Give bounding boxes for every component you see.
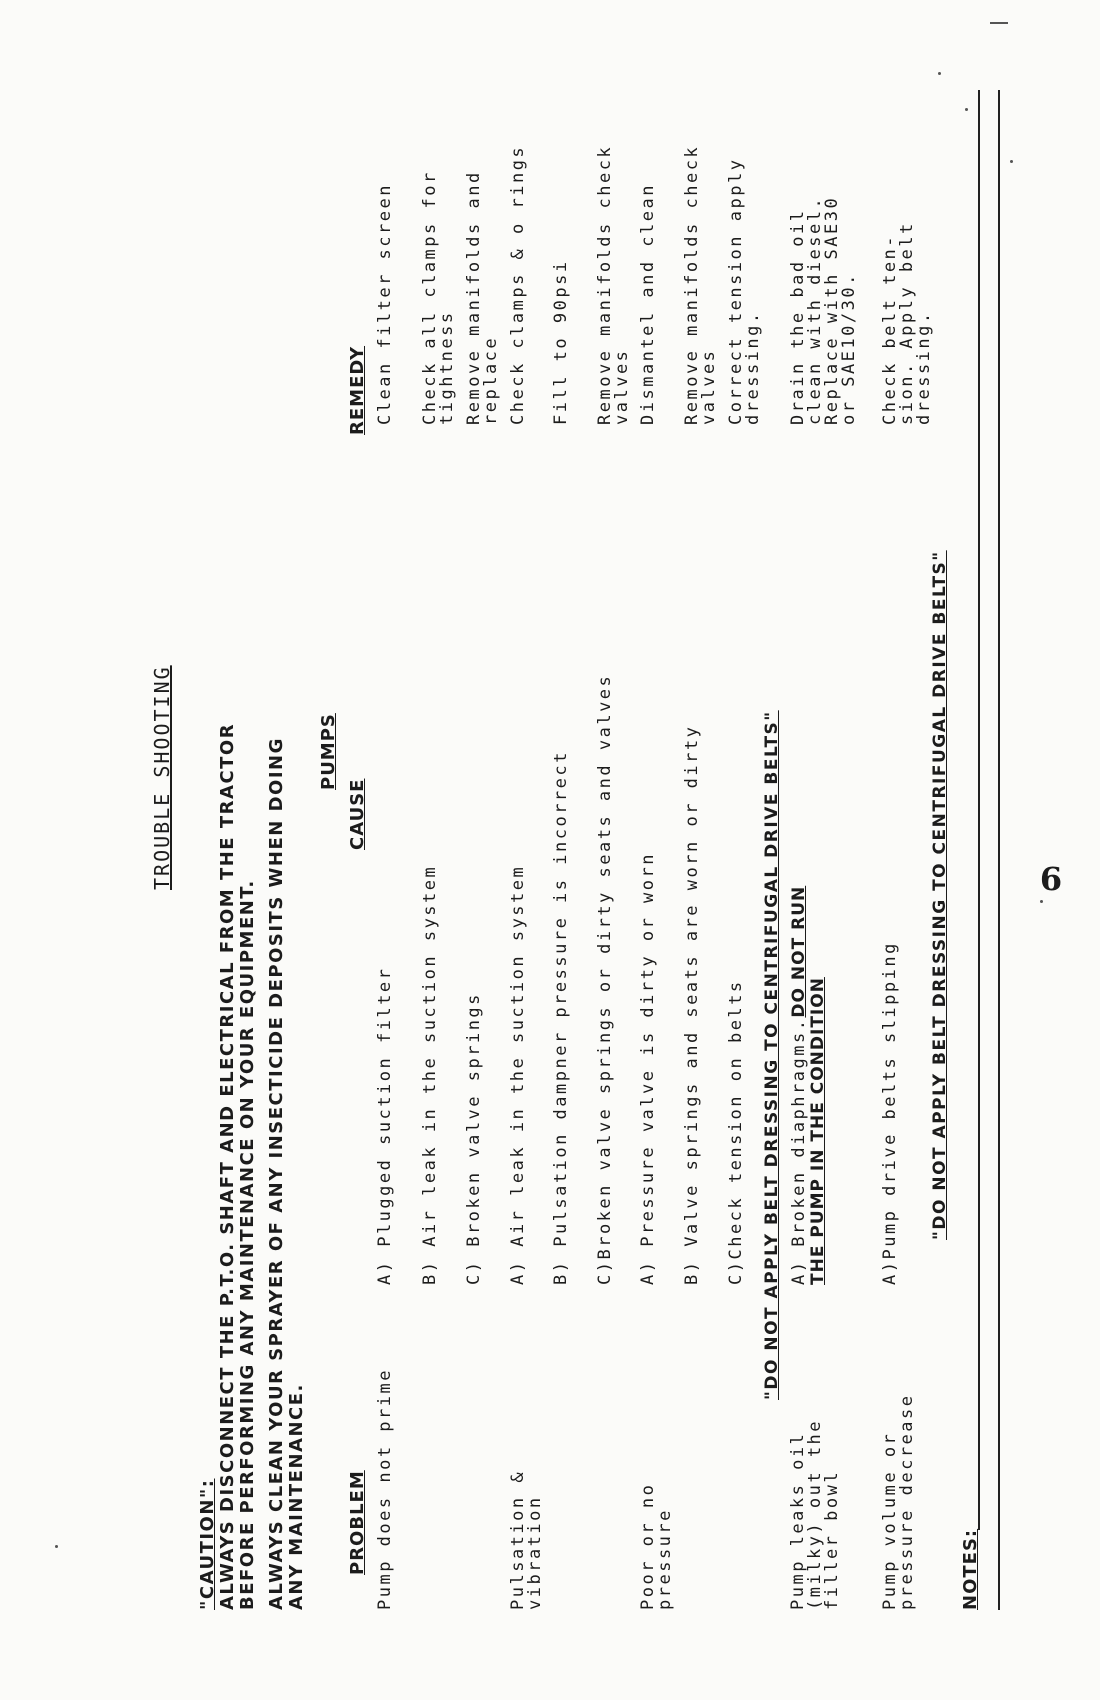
scan-speck <box>1010 160 1013 163</box>
page-title: TROUBLE SHOOTING <box>150 665 174 890</box>
remedy-cell: Check belt ten-sion. Apply belt dressing. <box>880 221 934 425</box>
notes-line <box>998 90 1000 1610</box>
problem-cell: Pump volume or pressure decrease <box>880 1393 917 1610</box>
remedy-cell: Remove manifolds check valves <box>682 144 719 425</box>
column-header-cause: CAUSE <box>347 778 368 850</box>
cause-warning: THE PUMP IN THE CONDITION <box>808 977 828 1285</box>
caution-label: "CAUTION": <box>197 1478 218 1610</box>
column-header-problem: PROBLEM <box>347 1470 368 1575</box>
cause-cell: A)Pump drive belts slipping <box>880 941 900 1285</box>
remedy-cell: Correct tension apply dressing. <box>726 157 763 425</box>
notes-label: NOTES: <box>960 1528 981 1610</box>
belt-dressing-warning: "DO NOT APPLY BELT DRESSING TO CENTRIFUGAL DRIVE BELTS" <box>930 550 950 1240</box>
page-number: 6 <box>1039 859 1063 898</box>
cause-cell: A) Air leak in the suction system <box>508 864 528 1285</box>
caution-line: ANY MAINTENANCE. <box>286 1383 307 1610</box>
problem-cell: Pulsation & vibration <box>508 1469 545 1610</box>
caution-line: ALWAYS CLEAN YOUR SPRAYER OF ANY INSECTICIDE DEPOSITS WHEN DOING <box>266 737 287 1610</box>
cause-cell: A) Pressure valve is dirty or worn <box>638 852 658 1285</box>
rotated-document <box>100 70 1063 1630</box>
remedy-cell: Clean filter screen <box>375 183 395 425</box>
remedy-cell: Remove manifolds and replace <box>464 170 501 425</box>
cause-cell: C)Broken valve springs or dirty seats and valves <box>595 673 615 1285</box>
section-heading: PUMPS <box>318 713 339 790</box>
problem-cell: Poor or no pressure <box>638 1482 675 1610</box>
cause-cell: C) Broken valve springs <box>464 992 484 1285</box>
problem-cell: Pump leaks oil (milky) out the filler bowl <box>788 1418 842 1610</box>
cause-cell: C)Check tension on belts <box>726 979 746 1285</box>
remedy-cell: Check all clamps for tightness <box>420 170 457 425</box>
caution-line: ALWAYS DISCONNECT THE P.T.O. SHAFT AND ELECTRICAL FROM THE TRACTOR <box>217 722 238 1610</box>
remedy-cell: Dismantel and clean <box>638 183 658 425</box>
cause-cell: B) Valve springs and seats are worn or dirty <box>682 724 702 1285</box>
cause-text: A) Broken diaphragms. <box>789 1017 809 1285</box>
scan-speck <box>55 1545 58 1548</box>
scan-speck <box>1040 900 1043 903</box>
cause-cell: B) Air leak in the suction system <box>420 864 440 1285</box>
notes-line <box>978 90 980 1530</box>
remedy-cell: Check clamps & o rings <box>508 144 528 425</box>
scan-mark <box>990 22 1008 24</box>
cause-cell: B) Pulsation dampner pressure is incorrect <box>551 750 571 1285</box>
cause-warning: DO NOT RUN <box>789 885 809 1018</box>
remedy-cell: Drain the bad oil clean with diesel. Replace with SAE30 or SAE10/30. <box>788 195 859 425</box>
cause-cell: A) Plugged suction filter <box>375 966 395 1285</box>
problem-cell: Pump does not prime <box>375 1368 395 1610</box>
remedy-cell: Fill to 90psi <box>551 259 571 425</box>
belt-dressing-warning: "DO NOT APPLY BELT DRESSING TO CENTRIFUGAL DRIVE BELTS" <box>762 710 782 1400</box>
column-header-remedy: REMEDY <box>347 345 368 435</box>
cause-cell <box>790 886 809 1285</box>
remedy-cell: Remove manifolds check valves <box>595 144 632 425</box>
caution-line: BEFORE PERFORMING ANY MAINTENANCE ON YOUR EQUIPMENT. <box>237 879 258 1610</box>
